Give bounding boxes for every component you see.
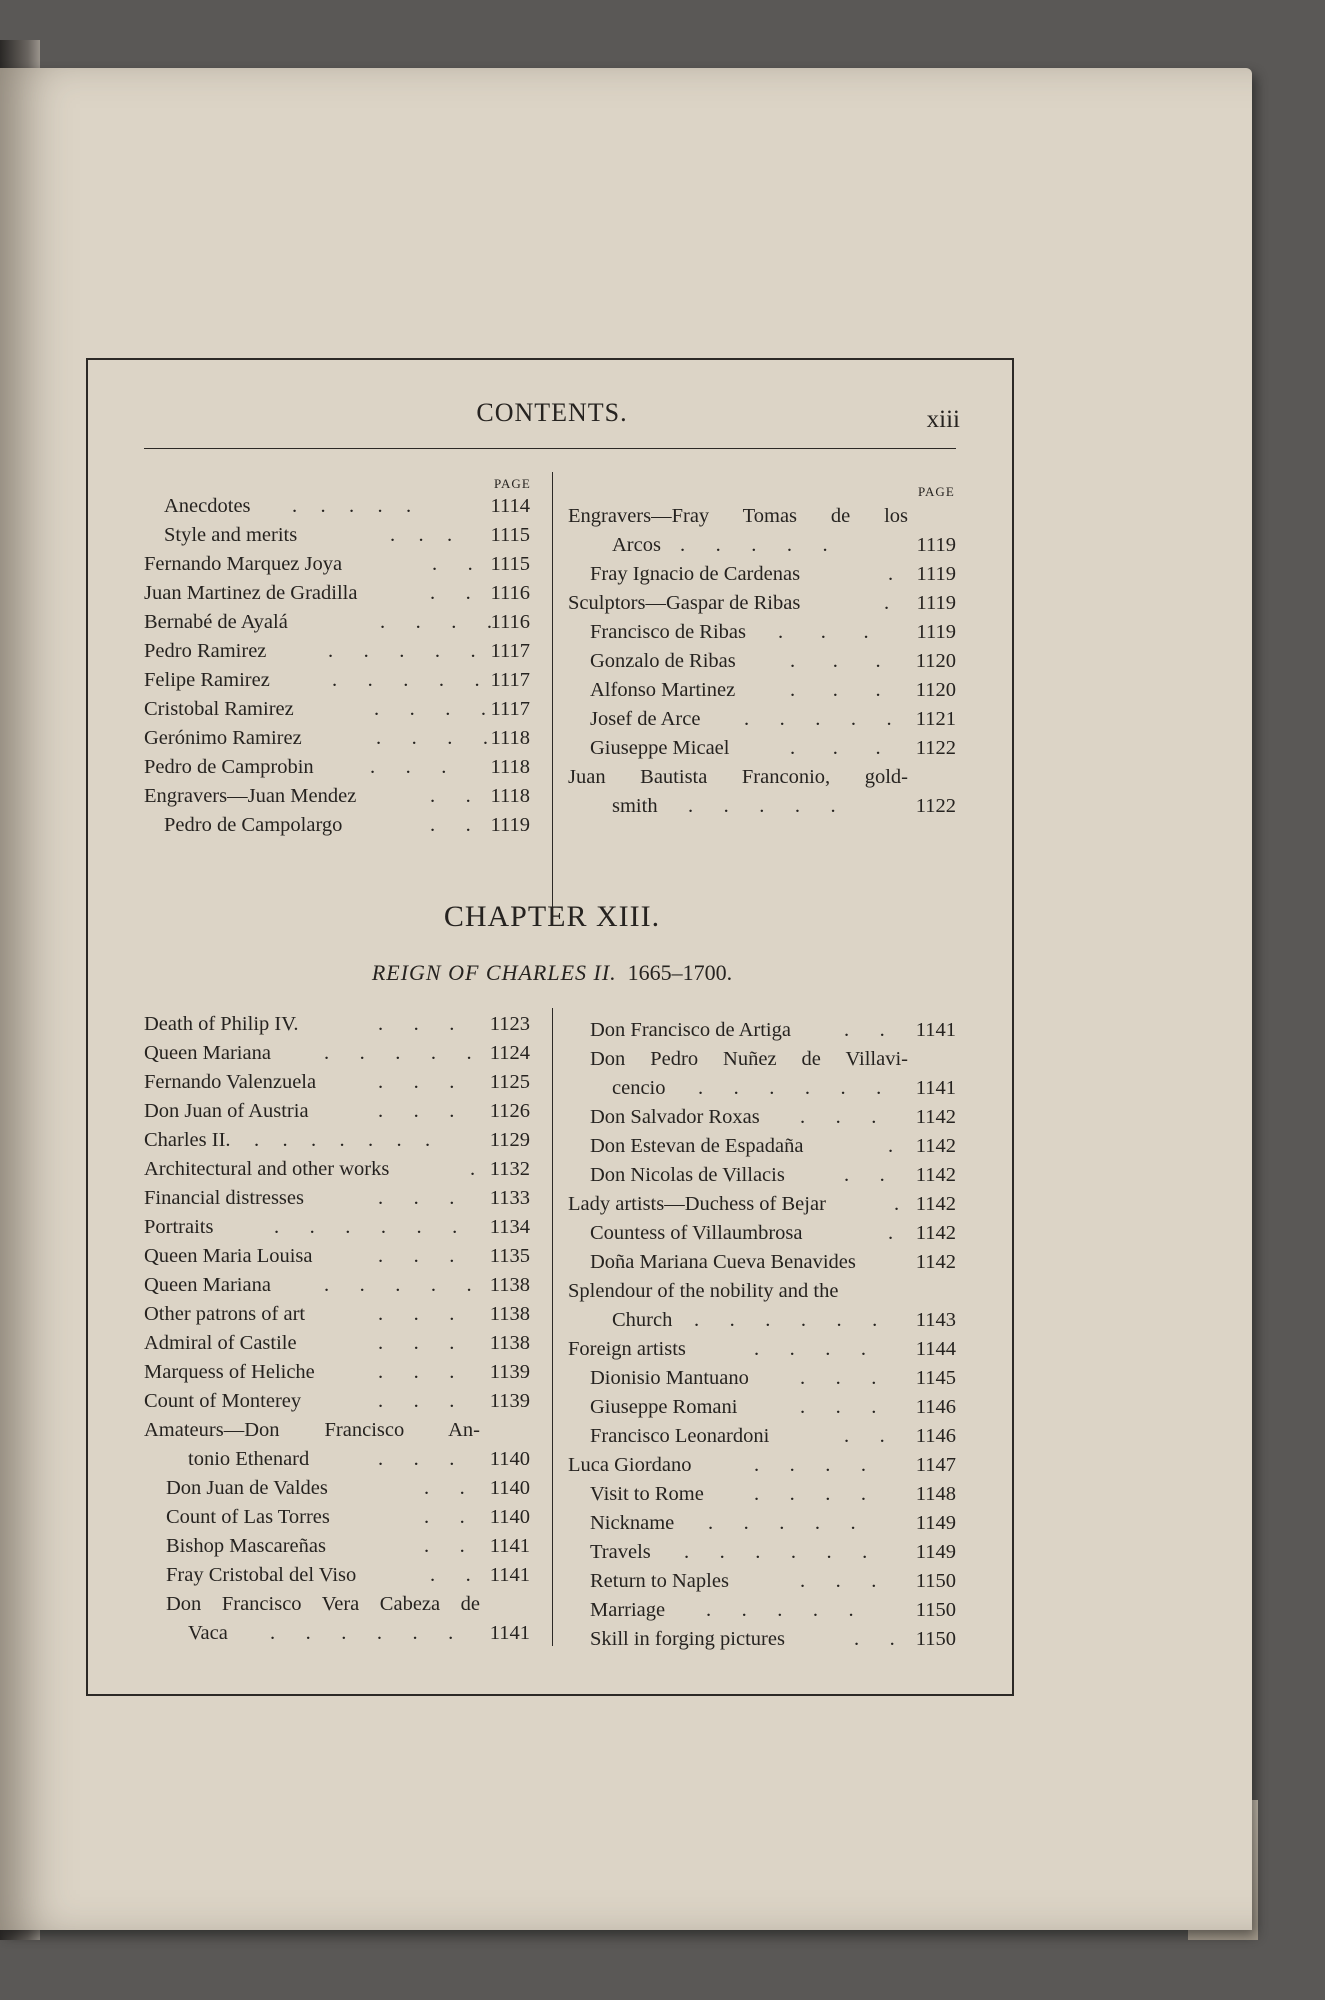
header-rule (144, 448, 956, 449)
contents-entry: Charles II. . . . . . . . 1129 (144, 1129, 530, 1151)
chapter-heading: CHAPTER XIII. (443, 900, 661, 933)
page-number: xiii (926, 406, 960, 433)
contents-entry: Return to Naples . . . 1150 (590, 1570, 956, 1592)
contents-entry: Don Juan de Valdes . . 1140 (166, 1477, 530, 1499)
column-divider (552, 472, 553, 908)
contents-entry: Travels . . . . . . 1149 (590, 1541, 956, 1563)
contents-entry: Francisco Leonardoni . . 1146 (590, 1425, 956, 1447)
contents-entry: Architectural and other works . 1132 (144, 1158, 530, 1180)
entry-page: 1114 (490, 495, 530, 517)
contents-entry: Countess of Villaumbrosa . 1142 (590, 1222, 956, 1244)
contents-entry: Marquess of Heliche . . . 1139 (144, 1361, 530, 1383)
contents-entry: Queen Mariana . . . . . 1124 (144, 1042, 530, 1064)
contents-entry: Don Estevan de Espadaña . 1142 (590, 1135, 956, 1157)
running-title: CONTENTS. (476, 398, 628, 427)
contents-entry: Felipe Ramirez . . . . . 1117 (144, 669, 530, 691)
entry-label: Engravers—Fray Tomas de los (568, 505, 908, 527)
contents-entry: smith . . . . . 1122 (612, 795, 956, 817)
contents-entry: Death of Philip IV. . . . 1123 (144, 1013, 530, 1035)
contents-entry: Bernabé de Ayalá . . . . 1116 (144, 611, 530, 633)
entry-label: Splendour of the nobility and the (568, 1280, 839, 1302)
contents-entry: Admiral of Castile . . . 1138 (144, 1332, 530, 1354)
contents-entry: Giuseppe Micael . . . 1122 (590, 737, 956, 759)
contents-entry: Don Francisco de Artiga . . 1141 (590, 1019, 956, 1041)
book-page (0, 68, 1252, 1930)
contents-entry: Count of Las Torres . . 1140 (166, 1506, 530, 1528)
contents-entry: Gonzalo de Ribas . . . 1120 (590, 650, 956, 672)
contents-entry: Foreign artists . . . . 1144 (568, 1338, 956, 1360)
contents-entry: Giuseppe Romani . . . 1146 (590, 1396, 956, 1418)
contents-entry: Fernando Valenzuela . . . 1125 (144, 1071, 530, 1093)
contents-entry: Dionisio Mantuano . . . 1145 (590, 1367, 956, 1389)
contents-entry: Cristobal Ramirez . . . . 1117 (144, 698, 530, 720)
contents-entry: Pedro Ramirez . . . . . 1117 (144, 640, 530, 662)
contents-entry: Church . . . . . . 1143 (612, 1309, 956, 1331)
contents-entry: Queen Maria Louisa . . . 1135 (144, 1245, 530, 1267)
contents-entry: Other patrons of art . . . 1138 (144, 1303, 530, 1325)
entry-label: Don Pedro Nuñez de Villavi- (590, 1048, 908, 1070)
contents-entry: Fernando Marquez Joya . . 1115 (144, 553, 530, 575)
contents-entry: Gerónimo Ramirez . . . . 1118 (144, 727, 530, 749)
contents-entry: Count of Monterey . . . 1139 (144, 1390, 530, 1412)
contents-entry: Juan Martinez de Gradilla . . 1116 (144, 582, 530, 604)
entry-label: Don Francisco Vera Cabeza de (166, 1593, 480, 1615)
entry-label: Juan Bautista Franconio, gold- (568, 766, 908, 788)
chapter-subtitle (88, 960, 1016, 986)
contents-entry: Queen Mariana . . . . . 1138 (144, 1274, 530, 1296)
contents-entry: Pedro de Camprobin . . . 1118 (144, 756, 530, 778)
contents-entry: Bishop Mascareñas . . 1141 (166, 1535, 530, 1557)
contents-entry: Skill in forging pictures . . 1150 (590, 1628, 956, 1650)
contents-entry: Don Nicolas de Villacis . . 1142 (590, 1164, 956, 1186)
contents-entry: Marriage . . . . . 1150 (590, 1599, 956, 1621)
contents-entry: tonio Ethenard . . . 1140 (188, 1448, 530, 1470)
contents-entry: Style and merits . . . 1115 (164, 524, 530, 546)
contents-entry: Lady artists—Duchess of Bejar . 1142 (568, 1193, 956, 1215)
contents-entry: Doña Mariana Cueva Benavides 1142 (590, 1251, 956, 1273)
contents-entry: Arcos . . . . . 1119 (612, 534, 956, 556)
contents-entry: Don Salvador Roxas . . . 1142 (590, 1106, 956, 1128)
contents-entry: Sculptors—Gaspar de Ribas . 1119 (568, 592, 956, 614)
contents-entry: Francisco de Ribas . . . 1119 (590, 621, 956, 643)
contents-entry: Financial distresses . . . 1133 (144, 1187, 530, 1209)
contents-frame (86, 358, 1014, 1696)
reign-years: 1665–1700. (627, 960, 733, 985)
reign-title: REIGN OF CHARLES II. (371, 960, 617, 985)
contents-entry: Vaca . . . . . . 1141 (188, 1622, 530, 1644)
entry-label: Anecdotes (164, 495, 251, 517)
contents-entry: Engravers—Juan Mendez . . 1118 (144, 785, 530, 807)
contents-entry: Anecdotes . . . . . 1114 (144, 492, 530, 521)
contents-entry: Alfonso Martinez . . . 1120 (590, 679, 956, 701)
contents-entry: Luca Giordano . . . . 1147 (568, 1454, 956, 1476)
contents-entry: Josef de Arce . . . . . 1121 (590, 708, 956, 730)
contents-entry: cencio . . . . . . 1141 (612, 1077, 956, 1099)
page-column-label: PAGE (494, 476, 531, 491)
contents-entry: Fray Cristobal del Viso . . 1141 (166, 1564, 530, 1586)
contents-entry: Portraits . . . . . . 1134 (144, 1216, 530, 1238)
contents-entry: Don Juan of Austria . . . 1126 (144, 1100, 530, 1122)
page-column-label: PAGE (918, 484, 955, 499)
entry-label: Amateurs—Don Francisco An- (144, 1419, 480, 1441)
contents-entry: Pedro de Campolargo . . 1119 (164, 814, 530, 836)
contents-entry: Nickname . . . . . 1149 (590, 1512, 956, 1534)
contents-entry: Visit to Rome . . . . 1148 (590, 1483, 956, 1505)
contents-entry: Fray Ignacio de Cardenas . 1119 (590, 563, 956, 585)
column-divider (552, 1008, 553, 1646)
